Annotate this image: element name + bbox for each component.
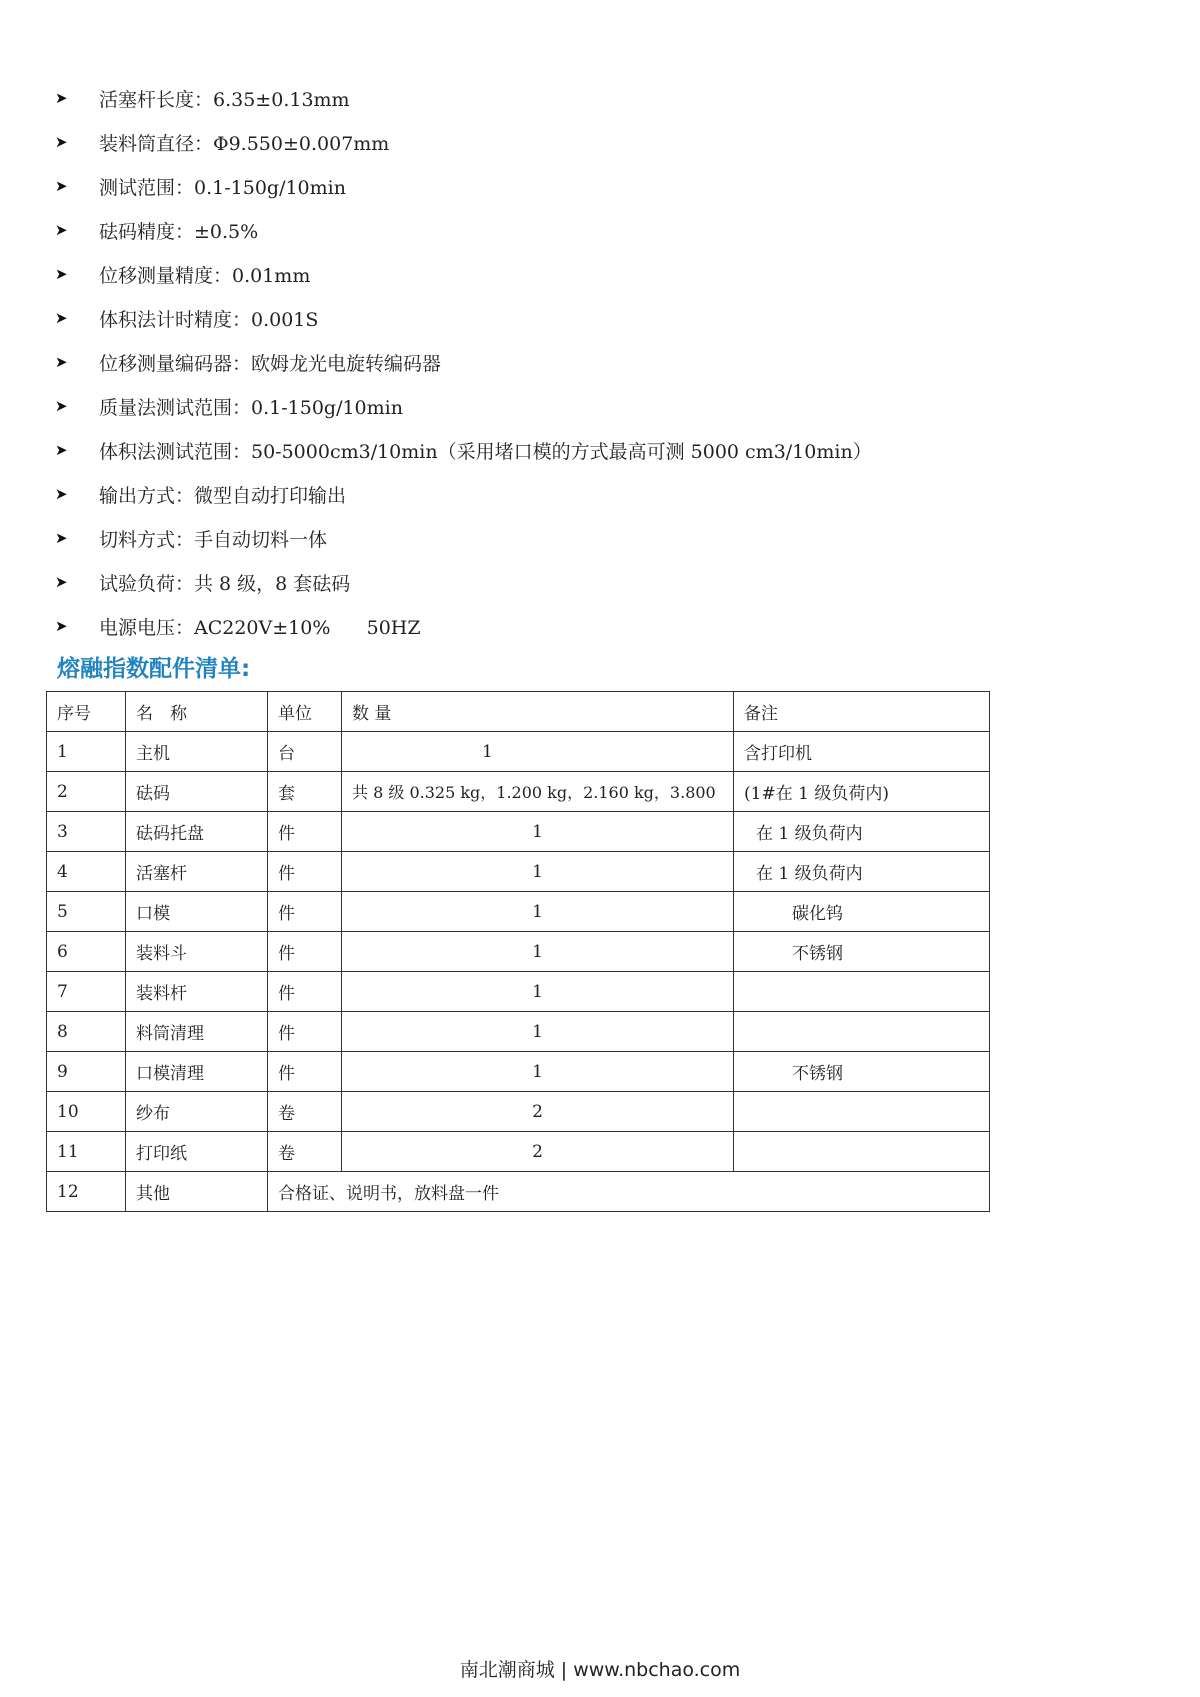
arrow-bullet-icon: ➤ (55, 485, 68, 503)
section-title: 熔融指数配件清单: (57, 656, 251, 682)
spec-item: ➤ 位移测量精度：0.01mm (55, 264, 311, 287)
table-row: 5 口模 件 1 碳化钨 (47, 892, 990, 932)
table-row: 7 装料杆 件 1 (47, 972, 990, 1012)
table-header-row (47, 692, 990, 732)
table-row: 1 主机 台 1 含打印机 (47, 732, 990, 772)
arrow-bullet-icon: ➤ (55, 221, 68, 239)
arrow-bullet-icon: ➤ (55, 309, 68, 327)
header-qty: 数 量 (342, 692, 734, 732)
parts-table (46, 691, 990, 1212)
spec-item: ➤ 位移测量编码器：欧姆龙光电旋转编码器 (55, 352, 442, 375)
table-row: 10 纱布 卷 2 (47, 1092, 990, 1132)
table-row: 6 装料斗 件 1 不锈钢 (47, 932, 990, 972)
arrow-bullet-icon: ➤ (55, 353, 68, 371)
page-footer: 南北潮商城 | www.nbchao.com (459, 1659, 741, 1681)
table-row: 2 砝码 套 共 8 级 0.325 kg，1.200 kg，2.160 kg，3.800 (1#在 1 级负荷内) (47, 772, 990, 812)
arrow-bullet-icon: ➤ (55, 89, 68, 107)
spec-item: ➤ 切料方式：手自动切料一体 (55, 528, 328, 551)
spec-item: ➤ 电源电压：AC220V±10% 50HZ (55, 616, 421, 639)
arrow-bullet-icon: ➤ (55, 573, 68, 591)
table-row: 11 打印纸 卷 2 (47, 1132, 990, 1172)
header-name: 名 称 (126, 692, 268, 732)
spec-item: ➤ 测试范围：0.1-150g/10min (55, 176, 346, 199)
spec-item: ➤ 砝码精度：±0.5% (55, 220, 259, 243)
spec-list (55, 76, 872, 648)
arrow-bullet-icon: ➤ (55, 397, 68, 415)
table-row: 12 其他 合格证、说明书，放料盘一件 (47, 1172, 990, 1212)
table-row: 3 砝码托盘 件 1 在 1 级负荷内 (47, 812, 990, 852)
header-note: 备注 (734, 692, 990, 732)
spec-item: ➤ 质量法测试范围：0.1-150g/10min (55, 396, 403, 419)
header-unit: 单位 (268, 692, 342, 732)
spec-item: ➤ 装料筒直径：Φ9.550±0.007mm (55, 132, 390, 155)
spec-item: ➤ 活塞杆长度：6.35±0.13mm (55, 88, 350, 111)
spec-item: ➤ 体积法测试范围：50-5000cm3/10min（采用堵口模的方式最高可测 5000 cm3/10min） (55, 440, 872, 463)
arrow-bullet-icon: ➤ (55, 441, 68, 459)
spec-item: ➤ 输出方式：微型自动打印输出 (55, 484, 347, 507)
merged-cell: 合格证、说明书，放料盘一件 (268, 1172, 990, 1212)
arrow-bullet-icon: ➤ (55, 177, 68, 195)
header-no: 序号 (47, 692, 126, 732)
table-row: 4 活塞杆 件 1 在 1 级负荷内 (47, 852, 990, 892)
table-row: 8 料筒清理 件 1 (47, 1012, 990, 1052)
arrow-bullet-icon: ➤ (55, 617, 68, 635)
arrow-bullet-icon: ➤ (55, 133, 68, 151)
table-row: 9 口模清理 件 1 不锈钢 (47, 1052, 990, 1092)
arrow-bullet-icon: ➤ (55, 265, 68, 283)
spec-item: ➤ 试验负荷：共 8 级，8 套砝码 (55, 572, 351, 595)
spec-item: ➤ 体积法计时精度：0.001S (55, 308, 319, 331)
arrow-bullet-icon: ➤ (55, 529, 68, 547)
